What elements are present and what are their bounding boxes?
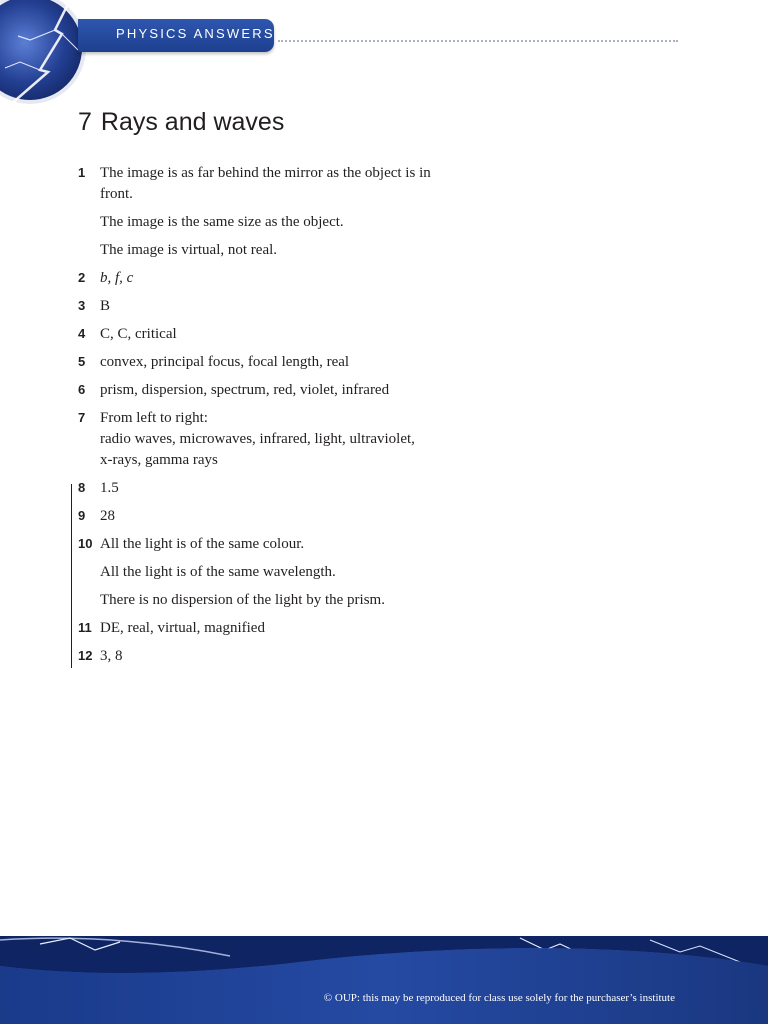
answer-text: C, C, critical bbox=[100, 326, 177, 342]
copyright-notice: © OUP: this may be reproduced for class use solely for the purchaser’s institute bbox=[323, 992, 675, 1004]
answer-number: 11 bbox=[78, 620, 92, 635]
answer-number: 6 bbox=[78, 382, 86, 397]
answer-item bbox=[78, 324, 478, 345]
answer-text: radio waves, microwaves, infrared, light, ultraviolet, bbox=[100, 431, 415, 447]
answer-item bbox=[78, 478, 478, 499]
answer-number: 8 bbox=[78, 480, 86, 495]
answer-text: 28 bbox=[100, 508, 115, 524]
answer-text: DE, real, virtual, magnified bbox=[100, 620, 265, 636]
answer-text: front. bbox=[100, 186, 133, 202]
answer-number: 4 bbox=[78, 326, 86, 341]
answer-item bbox=[78, 163, 478, 261]
answer-item bbox=[78, 618, 478, 639]
answer-number: 12 bbox=[78, 648, 93, 663]
answer-number: 5 bbox=[78, 354, 86, 369]
chapter-number: 7 bbox=[78, 108, 92, 136]
answer-number: 2 bbox=[78, 270, 86, 285]
answer-number: 3 bbox=[78, 298, 86, 313]
answer-text: x-rays, gamma rays bbox=[100, 452, 218, 468]
answer-item bbox=[78, 506, 478, 527]
page-title bbox=[78, 108, 284, 137]
answer-item bbox=[78, 534, 478, 611]
answer-text: The image is as far behind the mirror as the object is in bbox=[100, 165, 431, 181]
revision-change-bar bbox=[71, 484, 72, 668]
answer-text: The image is virtual, not real. bbox=[100, 242, 278, 258]
answer-list bbox=[78, 163, 478, 667]
answer-item bbox=[78, 408, 478, 471]
answer-item bbox=[78, 352, 478, 373]
section-label: PHYSICS ANSWERS bbox=[116, 26, 275, 41]
answer-text: b, f, c bbox=[100, 270, 134, 286]
answer-text: All the light is of the same wavelength. bbox=[100, 564, 336, 580]
answer-text: convex, principal focus, focal length, real bbox=[100, 354, 350, 370]
corner-lightning-badge bbox=[0, 0, 90, 112]
answer-text: All the light is of the same colour. bbox=[100, 536, 305, 552]
answer-item bbox=[78, 296, 478, 317]
answer-text: 1.5 bbox=[100, 480, 119, 496]
answer-number: 1 bbox=[78, 165, 86, 180]
answer-text: B bbox=[100, 298, 111, 314]
answer-number: 10 bbox=[78, 536, 93, 551]
footer-band bbox=[0, 936, 768, 1024]
answer-number: 7 bbox=[78, 410, 86, 425]
answer-text: From left to right: bbox=[100, 410, 208, 426]
chapter-title-text: Rays and waves bbox=[100, 108, 285, 136]
answer-text: prism, dispersion, spectrum, red, violet, infrared bbox=[100, 382, 390, 398]
answer-item bbox=[78, 646, 478, 667]
answer-text: The image is the same size as the object. bbox=[100, 214, 344, 230]
answer-item bbox=[78, 268, 478, 289]
answer-item bbox=[78, 380, 478, 401]
answer-number: 9 bbox=[78, 508, 86, 523]
answer-text: 3, 8 bbox=[100, 648, 123, 664]
answer-text: There is no dispersion of the light by the prism. bbox=[100, 592, 385, 608]
dotted-divider bbox=[278, 40, 678, 42]
